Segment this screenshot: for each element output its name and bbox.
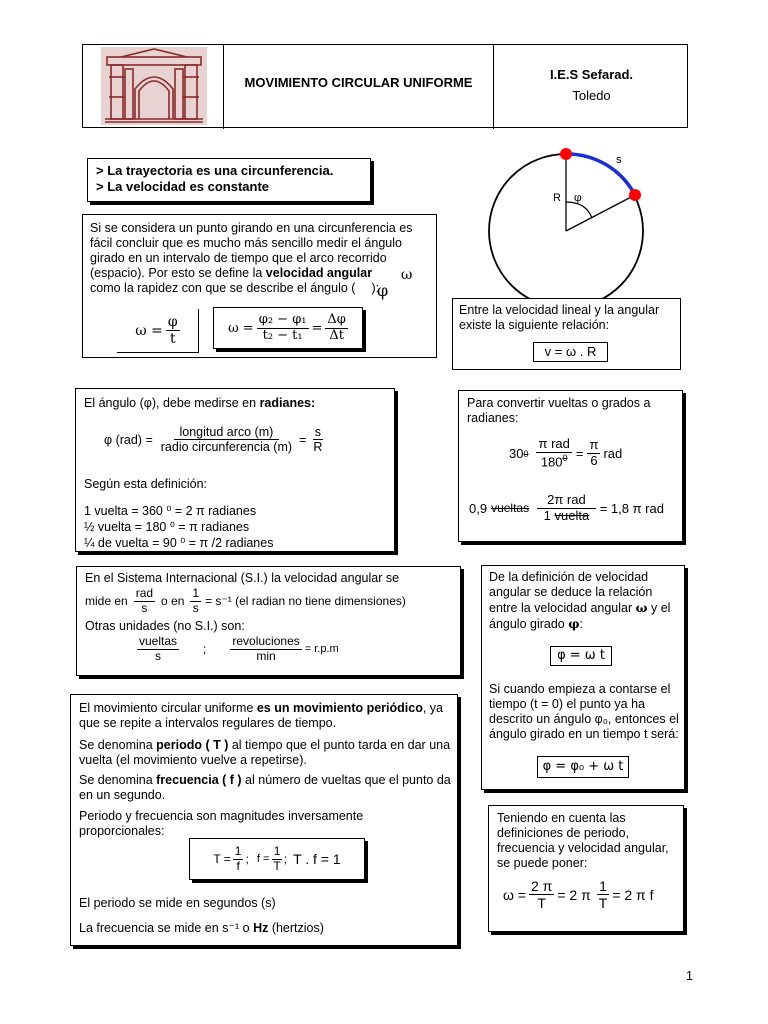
si-eq: = s⁻¹ (el radian no tiene dimensiones) bbox=[205, 594, 406, 609]
om-den2: T bbox=[598, 895, 608, 912]
om-mid: = 2 π bbox=[557, 886, 591, 903]
om-num1: 2 π bbox=[531, 878, 553, 894]
per-one-1: 1 bbox=[234, 843, 242, 858]
si-semi: ; bbox=[203, 642, 207, 657]
page-title: MOVIMIENTO CIRCULAR UNIFORME bbox=[244, 75, 473, 90]
def-text-b: como la rapidez con que se describe el ángulo ( bbox=[90, 281, 356, 295]
der-formula-1: φ = ω t bbox=[550, 646, 612, 666]
der-phi: φ bbox=[568, 616, 580, 631]
e2-num: 2π rad bbox=[537, 493, 596, 509]
per-p2-c: al tiempo que el punto tarda en dar una vuelta (el movimiento vuelve a repetirse). bbox=[79, 738, 451, 767]
label-phi: φ bbox=[574, 191, 582, 204]
si-oen: o en bbox=[161, 594, 185, 609]
per-p6-b: Hz bbox=[253, 921, 269, 935]
si-rad: rad bbox=[135, 586, 154, 600]
der-text-c: Si cuando empieza a contarse el tiempo (t = 0) el punto ya ha descrito un ángulo φ₀, entonces el ángulo girado en un tiempo t será: bbox=[489, 682, 679, 741]
intro-box bbox=[87, 158, 371, 202]
e1-rnum: π bbox=[589, 437, 599, 453]
e1-den-deg: 0 bbox=[562, 452, 568, 463]
def-phi: φ bbox=[377, 281, 389, 300]
per-f-eq: f = bbox=[256, 853, 270, 865]
f2-num2: Δφ bbox=[327, 311, 346, 327]
e1-eq: = bbox=[575, 446, 584, 462]
circle-diagram bbox=[480, 140, 660, 300]
rad-num2: s bbox=[314, 425, 321, 439]
intro-line-2: > La velocidad es constante bbox=[96, 179, 270, 194]
per-p1-a: El movimiento circular uniforme bbox=[79, 701, 257, 715]
f2-den: t₂ − t₁ bbox=[262, 327, 303, 343]
e1-den: 180 bbox=[540, 454, 563, 470]
convert-text: Para convertir vueltas o grados a radianes: bbox=[467, 396, 651, 425]
per-semi-2: ; bbox=[283, 852, 288, 866]
school-name: I.E.S Sefarad. bbox=[549, 67, 634, 82]
om-num2: 1 bbox=[599, 878, 607, 894]
definition-box bbox=[82, 214, 437, 358]
e2-den-b: vuelta bbox=[554, 507, 590, 523]
der-formula-2: φ = φ₀ + ω t bbox=[537, 756, 629, 778]
per-p2-b: periodo ( T ) bbox=[156, 738, 229, 752]
derivation-box bbox=[481, 565, 685, 790]
relation-text: Entre la velocidad lineal y la angular existe la siguiente relación: bbox=[459, 303, 660, 332]
f1-num: φ bbox=[167, 313, 178, 330]
rad-lhs: φ (rad) = bbox=[104, 432, 153, 447]
formula-2 bbox=[213, 307, 363, 349]
e1-unit: rad bbox=[603, 446, 623, 462]
f2-eq: = bbox=[311, 320, 323, 336]
rad-num: longitud arco (m) bbox=[174, 425, 280, 440]
radians-line-2: ½ vuelta = 180 ⁰ = π radianes bbox=[84, 520, 250, 534]
radians-line-1: 1 vuelta = 360 ⁰ = 2 π radianes bbox=[84, 504, 257, 518]
segun-text: Según esta definición: bbox=[84, 477, 208, 491]
der-omega: ω bbox=[635, 600, 648, 615]
e1-deg: 0 bbox=[523, 448, 529, 459]
radians-heading-b: radianes: bbox=[259, 396, 316, 410]
si-one: 1 bbox=[192, 586, 200, 600]
e2-res: = 1,8 π rad bbox=[599, 500, 664, 516]
per-p3-c: al número de vueltas que el punto da en un segundo. bbox=[79, 773, 451, 802]
arch-logo-icon bbox=[101, 47, 207, 125]
per-p1-c: , ya que se repite a intervalos regulares de tiempo. bbox=[79, 701, 443, 730]
si-s3: s bbox=[155, 648, 162, 663]
per-p4: Periodo y frecuencia son magnitudes inversamente proporcionales: bbox=[79, 809, 364, 838]
period-formula bbox=[189, 838, 365, 880]
point-start bbox=[560, 148, 572, 160]
label-R: R bbox=[553, 192, 561, 204]
si-otras: Otras unidades (no S.I.) son: bbox=[85, 619, 245, 633]
angle-arc bbox=[566, 202, 592, 218]
per-T: T bbox=[273, 858, 281, 873]
point-end bbox=[629, 189, 641, 201]
om-rhs: = 2 π f bbox=[612, 886, 654, 903]
e1-num: π rad bbox=[538, 436, 570, 451]
per-p1-b: es un movimiento periódico bbox=[256, 701, 423, 715]
der-text-b: y el ángulo girado bbox=[489, 601, 671, 631]
radians-line-3: ¼ de vuelta = 90 ⁰ = π /2 radianes bbox=[84, 536, 274, 550]
f2-num: φ₂ − φ₁ bbox=[258, 311, 307, 327]
intro-line-1: > La trayectoria es una circunferencia. bbox=[96, 163, 334, 178]
si-min: min bbox=[256, 648, 276, 663]
si-s2: s bbox=[192, 600, 199, 615]
si-s: s bbox=[141, 600, 148, 615]
periodic-box bbox=[70, 694, 458, 946]
f1-lhs: ω = bbox=[135, 322, 163, 339]
convert-box bbox=[458, 390, 683, 542]
per-p2-a: Se denomina bbox=[79, 738, 157, 752]
def-bold: velocidad angular bbox=[265, 266, 373, 280]
per-f: f bbox=[236, 858, 240, 873]
rad-den2: R bbox=[313, 440, 323, 455]
def-text-a: Si se considera un punto girando en una circunferencia es fácil concluir que es mucho más sencillo medir el ángulo girado en un intervalo de tiempo que el arco recorrido (espacio). Por esto se define la bbox=[90, 221, 413, 280]
si-rpm: = r.p.m bbox=[304, 643, 339, 656]
omega-box bbox=[488, 805, 684, 932]
def-text-c: ): bbox=[371, 281, 380, 295]
radians-box bbox=[75, 388, 395, 552]
omega-text: Teniendo en cuenta las definiciones de periodo, frecuencia y velocidad angular, se puede poner: bbox=[497, 811, 669, 870]
rad-eq: = bbox=[299, 432, 307, 447]
per-p3-a: Se denomina bbox=[79, 773, 157, 787]
der-colon: : bbox=[579, 617, 584, 631]
om-den1: T bbox=[537, 895, 546, 912]
si-revol: revoluciones bbox=[232, 634, 300, 648]
radians-heading-a: El ángulo (φ), debe medirse en bbox=[84, 396, 260, 410]
per-p3-b: frecuencia ( f ) bbox=[156, 773, 242, 787]
e2-vueltas: vueltas bbox=[491, 501, 530, 516]
si-line-1: En el Sistema Internacional (S.I.) la velocidad angular se bbox=[85, 571, 400, 585]
e1-rden: 6 bbox=[590, 453, 598, 469]
e2-a: 0,9 bbox=[469, 500, 488, 516]
per-p6-a: La frecuencia se mide en s⁻¹ o bbox=[79, 921, 254, 935]
per-one-2: 1 bbox=[273, 843, 281, 858]
e1-a: 30 bbox=[509, 446, 524, 462]
school-city: Toledo bbox=[572, 88, 611, 103]
per-semi-1: ; bbox=[245, 852, 249, 866]
header bbox=[82, 44, 688, 128]
e2-den-a: 1 bbox=[543, 507, 551, 523]
relation-box bbox=[452, 298, 681, 370]
def-omega: ω bbox=[401, 267, 413, 283]
si-mide: mide en bbox=[85, 594, 128, 609]
relation-formula: v = ω . R bbox=[533, 342, 608, 362]
f2-lhs: ω = bbox=[228, 320, 254, 336]
per-p5: El periodo se mide en segundos (s) bbox=[79, 896, 276, 910]
si-vueltas: vueltas bbox=[139, 634, 178, 648]
page-number: 1 bbox=[686, 969, 693, 983]
formula-1 bbox=[117, 309, 199, 353]
der-text-a: De la definición de velocidad angular se deduce la relación entre la velocidad angular bbox=[489, 570, 653, 615]
per-T-eq: T = bbox=[213, 852, 231, 866]
f2-den2: Δt bbox=[329, 327, 344, 343]
si-units-box bbox=[76, 566, 461, 676]
per-Tf: T . f = 1 bbox=[293, 851, 341, 867]
logo bbox=[101, 47, 207, 125]
label-s: s bbox=[616, 154, 622, 166]
per-p6-c: (hertzios) bbox=[268, 921, 324, 935]
arc-s bbox=[566, 154, 635, 195]
om-lhs: ω = bbox=[503, 886, 526, 903]
f1-den: t bbox=[169, 331, 176, 347]
rad-den: radio circunferencia (m) bbox=[160, 440, 293, 455]
